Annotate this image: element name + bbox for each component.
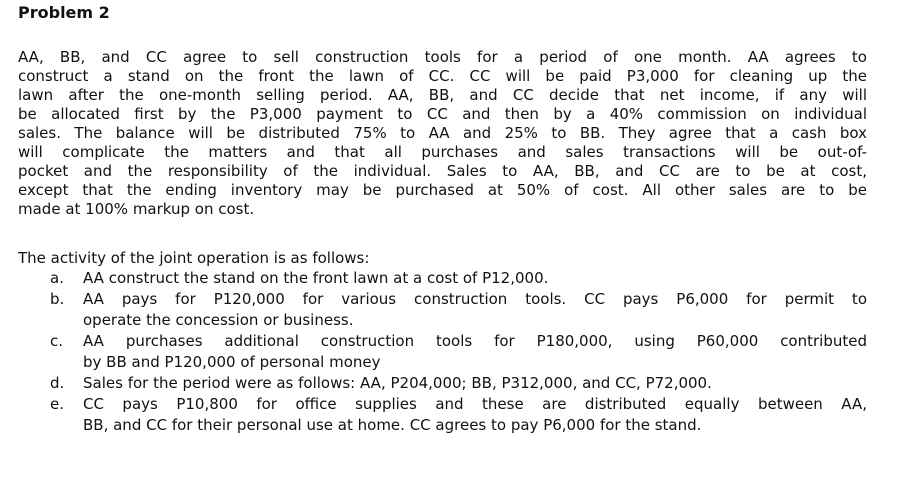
- list-item: [50, 289, 867, 331]
- problem-title: Problem 2: [18, 3, 110, 22]
- list-item: [50, 268, 867, 289]
- paragraph-line: will complicate the matters and that all purchases and sales transactions will be out-of-: [18, 143, 867, 161]
- list-marker: e.: [50, 395, 64, 413]
- paragraph-line: AA, BB, and CC agree to sell construction tools for a period of one month. AA agrees to: [18, 48, 867, 66]
- list-item: [50, 331, 867, 373]
- item-line: BB, and CC for their personal use at home. CC agrees to pay P6,000 for the stand.: [83, 416, 702, 434]
- item-line: AA pays for P120,000 for various construction tools. CC pays P6,000 for permit to: [83, 290, 867, 308]
- paragraph-line: construct a stand on the front the lawn of CC. CC will be paid P3,000 for cleaning up the: [18, 67, 867, 85]
- item-line: Sales for the period were as follows: AA, P204,000; BB, P312,000, and CC, P72,000.: [83, 374, 712, 392]
- list-marker: c.: [50, 332, 64, 350]
- item-line: AA construct the stand on the front lawn at a cost of P12,000.: [83, 269, 549, 287]
- list-marker: d.: [50, 374, 65, 392]
- item-line: operate the concession or business.: [83, 311, 354, 329]
- item-line: by BB and P120,000 of personal money: [83, 353, 381, 371]
- paragraph-line: pocket and the responsibility of the individual. Sales to AA, BB, and CC are to be at cost,: [18, 162, 867, 180]
- activity-list: [50, 268, 867, 436]
- problem-paragraph: [18, 48, 867, 219]
- paragraph-line: be allocated first by the P3,000 payment to CC and then by a 40% commission on individual: [18, 105, 867, 123]
- paragraph-line: except that the ending inventory may be purchased at 50% of cost. All other sales are to be: [18, 181, 867, 199]
- list-marker: b.: [50, 290, 65, 308]
- item-line: AA purchases additional construction tools for P180,000, using P60,000 contributed: [83, 332, 867, 350]
- activity-intro: The activity of the joint operation is as follows:: [18, 249, 370, 267]
- item-line: CC pays P10,800 for office supplies and these are distributed equally between AA,: [83, 395, 867, 413]
- list-item: [50, 373, 867, 394]
- list-marker: a.: [50, 269, 64, 287]
- paragraph-line: sales. The balance will be distributed 75% to AA and 25% to BB. They agree that a cash box: [18, 124, 867, 142]
- paragraph-line: lawn after the one-month selling period. AA, BB, and CC decide that net income, if any will: [18, 86, 867, 104]
- paragraph-line: made at 100% markup on cost.: [18, 200, 255, 218]
- list-item: [50, 394, 867, 436]
